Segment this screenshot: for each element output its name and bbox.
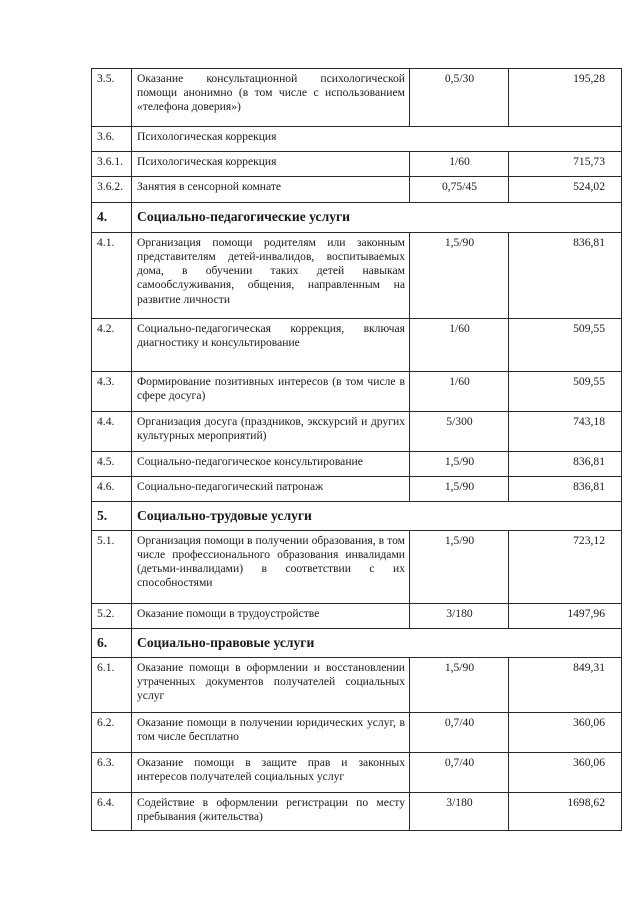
service-name: Психологическая коррекция [132,152,410,177]
row-number: 6.2. [92,713,132,753]
table-row [92,233,622,319]
section-row [92,203,622,233]
row-number: 6.1. [92,658,132,713]
price: 836,81 [509,233,622,319]
services-tariff-table [91,68,622,831]
price: 849,31 [509,658,622,713]
table-row [92,127,622,152]
table-row [92,69,622,127]
section-row [92,502,622,531]
service-name: Организация помощи в получении образования, в том числе профессионального образования инвалидами (детьми-инвалидами) в соответствии с их способностями [132,531,410,604]
service-name: Организация помощи родителям или законным представителям детей-инвалидов, воспитываемых дома, в обучении таких детей навыкам самообслуживания, общения, направленным на развитие личности [132,233,410,319]
service-name: Оказание помощи в оформлении и восстановлении утраченных документов получателей социальных услуг [132,658,410,713]
row-number: 4.6. [92,477,132,502]
time-norm: 0,7/40 [410,713,509,753]
section-title: Социально-правовые услуги [132,629,622,658]
section-title: Социально-трудовые услуги [132,502,622,531]
price: 509,55 [509,319,622,372]
price: 715,73 [509,152,622,177]
row-number: 6.3. [92,753,132,793]
time-norm: 1/60 [410,152,509,177]
row-number: 5.2. [92,604,132,629]
time-norm: 0,75/45 [410,177,509,203]
row-number: 3.6.1. [92,152,132,177]
table-row [92,319,622,372]
table-row [92,177,622,203]
time-norm: 1,5/90 [410,531,509,604]
price: 1698,62 [509,793,622,831]
table-row [92,412,622,452]
service-name: Содействие в оформлении регистрации по месту пребывания (жительства) [132,793,410,831]
price: 836,81 [509,452,622,477]
service-name: Организация досуга (праздников, экскурсий и других культурных мероприятий) [132,412,410,452]
price: 524,02 [509,177,622,203]
row-number: 4.1. [92,233,132,319]
section-number: 6. [92,629,132,658]
time-norm: 3/180 [410,793,509,831]
row-number: 4.5. [92,452,132,477]
row-number: 4.4. [92,412,132,452]
section-title: Социально-педагогические услуги [132,203,622,233]
table-row [92,477,622,502]
time-norm: 3/180 [410,604,509,629]
row-number: 4.2. [92,319,132,372]
service-name: Оказание консультационной психологической помощи анонимно (в том числе с использованием «телефона доверия») [132,69,410,127]
service-name: Оказание помощи в защите прав и законных интересов получателей социальных услуг [132,753,410,793]
service-name: Формирование позитивных интересов (в том числе в сфере досуга) [132,372,410,412]
table-row [92,793,622,831]
row-number: 3.6.2. [92,177,132,203]
table-row [92,452,622,477]
price: 743,18 [509,412,622,452]
section-row [92,629,622,658]
service-name: Социально-педагогическая коррекция, включая диагностику и консультирование [132,319,410,372]
price: 723,12 [509,531,622,604]
row-number: 5.1. [92,531,132,604]
service-name: Занятия в сенсорной комнате [132,177,410,203]
row-number: 4.3. [92,372,132,412]
row-number: 3.6. [92,127,132,152]
time-norm: 1/60 [410,372,509,412]
time-norm: 5/300 [410,412,509,452]
service-name: Оказание помощи в получении юридических услуг, в том числе бесплатно [132,713,410,753]
time-norm: 1,5/90 [410,452,509,477]
row-number: 6.4. [92,793,132,831]
row-number: 3.5. [92,69,132,127]
time-norm: 1,5/90 [410,233,509,319]
service-name: Социально-педагогический патронаж [132,477,410,502]
table-row [92,152,622,177]
table-row [92,658,622,713]
time-norm: 1,5/90 [410,658,509,713]
service-name: Социально-педагогическое консультирование [132,452,410,477]
section-number: 5. [92,502,132,531]
price: 1497,96 [509,604,622,629]
table-row [92,713,622,753]
table-row [92,372,622,412]
price: 195,28 [509,69,622,127]
group-title: Психологическая коррекция [132,127,622,152]
time-norm: 1/60 [410,319,509,372]
table-row [92,604,622,629]
table-row [92,531,622,604]
time-norm: 0,5/30 [410,69,509,127]
section-number: 4. [92,203,132,233]
service-name: Оказание помощи в трудоустройстве [132,604,410,629]
price: 360,06 [509,713,622,753]
price: 360,06 [509,753,622,793]
time-norm: 0,7/40 [410,753,509,793]
time-norm: 1,5/90 [410,477,509,502]
price: 509,55 [509,372,622,412]
price: 836,81 [509,477,622,502]
table-row [92,753,622,793]
